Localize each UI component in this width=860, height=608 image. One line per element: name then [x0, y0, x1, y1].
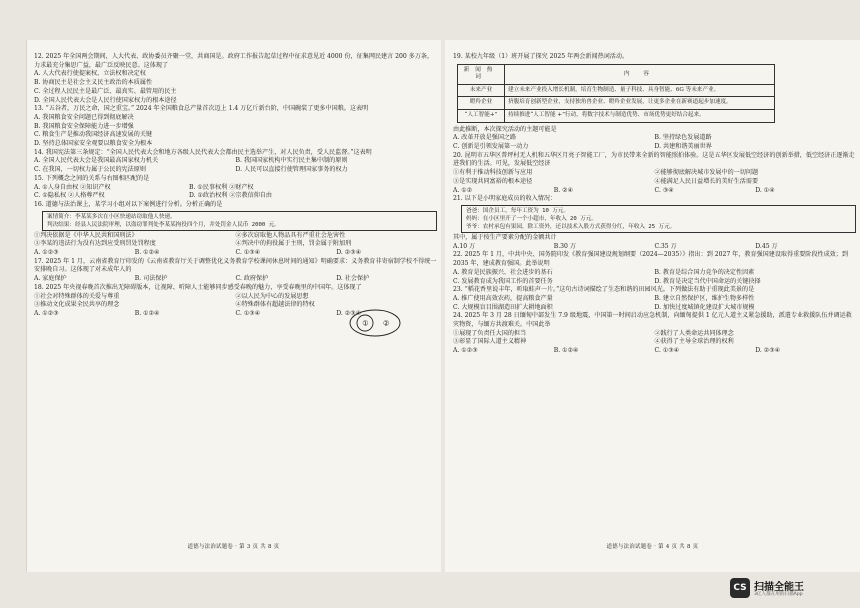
q20-option-a: A. ①②	[453, 186, 473, 194]
q15-option-d: D. ①政治权利 ②宗教信仰自由	[189, 192, 272, 200]
q20-option-c: C. ③④	[654, 186, 674, 194]
q19-options-ab	[453, 134, 856, 143]
q23-option-a: A. 推广使用高效农药，提高粮食产量	[453, 294, 553, 302]
q18-statement-1: ①社会对特殊群体的关爱与尊重	[34, 292, 120, 300]
q16-case-summary: 案情简介：李某某多次在小区快递站窃取他人快递。	[47, 213, 176, 220]
q19-option-d: D. 共建和谐美丽世界	[654, 143, 712, 151]
q20-statements-12	[453, 169, 856, 178]
q14-option-a: A. 全国人民代表大会是我国最高国家权力机关	[34, 157, 159, 165]
q19-header-term: 新闻热词	[458, 64, 505, 84]
q21-mother: 妈妈：在小区里开了一个小超市，年收入 20 万元。	[466, 216, 597, 222]
q20-statement-1: ①有利于推动科技创新与应用	[453, 169, 533, 177]
exam-page-4	[445, 40, 860, 572]
q16-statements-34	[34, 240, 437, 249]
q13-option-d: D. 坚持总体国家安全观要以粮食安全为根本	[34, 140, 153, 148]
q21-option-c: C.35 万	[654, 242, 677, 250]
q12-option-c: C. 全过程人民民主是最广泛、最真实、最管用的民主	[34, 87, 177, 95]
q20-statement-4: ④能满足人民日益增长的美好生活需要	[654, 177, 759, 185]
q19-news-table	[457, 64, 775, 123]
q18-option-c: C. ①③④	[235, 309, 261, 317]
right-column	[453, 53, 856, 356]
q14-options-cd	[34, 166, 437, 175]
q24-option-d: D. ②③④	[755, 347, 781, 355]
q20-stem: 20. 昆明市五华区普坪村无人机和五华区月亮子智能工厂，为市民带来全新的智能照拍体验。这是五华区发展低空经济的创新举措，低空经济正逐渐走进我们的生活。可见，发展低空经济	[453, 151, 855, 168]
q20-statements-34	[453, 178, 856, 187]
q17-option-b: B. 司法保护	[134, 275, 168, 283]
page-footer-3: 道德与法治试题卷 · 第 3 页 共 8 页	[187, 544, 280, 550]
q19-option-a: A. 改革开放是强国之路	[453, 134, 517, 142]
q19-content: 持续推进“人工智能 +”行动，将数字技术与制造优势、市场优势更好结合起来。	[505, 110, 775, 123]
q22-option-b: B. 教育是综合国力竞争的决定性因素	[654, 268, 755, 276]
q23-stem: 23. “稻花香里说丰年，听取蛙声一片。”这句古诗词描绘了生态和谐的田园风光。下列做法有助于重现此美景的是	[453, 286, 755, 294]
q16-option-b: B. ①②④	[134, 249, 160, 257]
q12-option-a: A. 人大代表行使提案权、立法权和决定权	[34, 70, 146, 78]
q23-option-d: D. 加快过度城镇化建设扩大城市规模	[654, 303, 755, 311]
q21-father: 爸爸：国企员工，每年工资为 10 万元。	[466, 208, 569, 214]
watermark-subtitle: 3亿人都在用的扫描App	[754, 592, 803, 597]
table-row	[458, 110, 775, 123]
q20-option-b: B. ②④	[553, 186, 574, 194]
q18-option-b: B. ①②④	[134, 309, 160, 317]
q19-table-header	[458, 64, 775, 84]
q24-stem: 24. 2025 年 3 月 28 日缅甸中部发生 7.9 级地震，中国第一时间启动应急机制，向缅甸提供 1 亿元人道主义紧急援助，派遣专业救援队伍并调运救灾物资，与缅方共渡难关。中国此举	[453, 312, 852, 329]
q15-option-c: C. ①隐私权 ②人格尊严权	[34, 192, 105, 200]
q19-option-c: C. 创新是引领发展第一动力	[453, 143, 529, 151]
watermark-title: 扫描全能王	[754, 582, 804, 593]
venn-label-1: ①	[362, 319, 369, 328]
q19-content: 建立未来产业投入增长机制，培育生物制造、量子科技、具身智能、6G 等未来产业。	[505, 84, 775, 97]
q15-option-a: A. ①人身自由权 ②知识产权	[34, 183, 111, 191]
q24-statement-4: ④获得了主导全球治理的权利	[654, 338, 734, 346]
q18-statement-4: ④特殊群体有超越法律的特权	[235, 301, 315, 309]
q17-stem: 17. 2025 年 1 月，云南省教育厅印发的《云南省教育厅关于调整优化义务教育学校课间休息时间的通知》明确要求：义务教育非寄宿制学校不得统一安排晚自习。这体现了对未成年人的	[34, 257, 437, 274]
q21-income-box	[461, 205, 856, 233]
scanner-watermark	[730, 578, 850, 600]
q16-case-verdict: 判决结果：经县人民法院审理，以盗窃罪判处李某某拘役四个月，并处罚金人民币 2000 元。	[47, 221, 280, 228]
q18-statements-12	[34, 293, 437, 302]
venn-label-2: ②	[383, 319, 390, 328]
q12-stem: 12. 2025 年全国两会期间，人大代表、政协委员齐聚一堂，共商国是。政府工作报告起草过程中征求意见近 4000 份，征集网民建言 200 多万条，力求最充分集思广益，最广泛反映民意。这体现了	[34, 53, 434, 69]
q14-options-ab	[34, 157, 437, 166]
q22-option-d: D. 教育是决定当代中国命运的关键抉择	[654, 277, 761, 285]
q15-options-cd	[34, 192, 344, 201]
q19-term: “人工智能+”	[458, 110, 505, 123]
q16-statement-2: ②多次窃取他人物品具有严重社会危害性	[235, 231, 346, 239]
page-footer-4: 道德与法治试题卷 · 第 4 页 共 8 页	[606, 544, 699, 550]
q12-option-b: B. 协商民主是社会主义民主政治的本质属性	[34, 79, 153, 87]
q21-prompt: 其中，属于按生产要素分配的金额共计	[453, 234, 557, 241]
q16-statement-3: ③李某的违法行为没有达到应受刑罚处罚程度	[34, 240, 156, 248]
q16-option-d: D. ②③④	[336, 249, 362, 257]
q16-case-box	[42, 211, 437, 231]
q19-content: 挤腹培育创新型企业，支持独角兽企业、瞪羚企业发展，让更多企业在新赛道起步加速度。	[505, 97, 775, 110]
q24-option-c: C. ①③④	[654, 347, 680, 355]
q24-option-b: B. ①②④	[553, 347, 579, 355]
q22-option-c: C. 发展教育成为我国工作的首要任务	[453, 277, 553, 285]
q19-term: 未来产业	[458, 84, 505, 97]
q22-stem: 22. 2025 年 1 月，中共中央、国务院印发《教育强国建设规划纲要（2024—2035）》指出：到 2027 年，教育强国建设取得重要阶段性成效；到 2035 年，建成教育强国。此举说明	[453, 251, 848, 268]
q17-option-a: A. 家庭保护	[34, 275, 67, 283]
q19-prompt: 由此推断，本次探究活动的主题可能是	[453, 125, 557, 133]
q18-option-d: D. ②③④	[336, 309, 362, 317]
q21-grandfather: 爷爷：农村承包有果园，除工资外，还以技术入股方式获得分红，年收入 25 万元。	[466, 224, 676, 230]
q22-options-cd	[453, 278, 856, 287]
q17-option-c: C. 政府保护	[235, 275, 269, 283]
q14-option-b: B. 我国国家机构中实行民主集中制的原则	[235, 157, 348, 165]
q20-statement-3: ③是实现共同富裕的根本途径	[453, 177, 533, 185]
q24-statement-1: ①展现了负责任大国的担当	[453, 329, 527, 337]
q16-options	[34, 249, 437, 258]
q16-statement-4: ④判决中的拘役属于主刑，罚金属于附加刑	[235, 240, 352, 248]
left-column	[34, 53, 437, 319]
q21-option-b: B.30 万	[553, 242, 576, 250]
q14-option-d: D. 人民可以直接行使管理国家事务的权力	[235, 166, 348, 174]
q19-header-content: 内 容	[505, 64, 775, 84]
exam-page-3	[26, 40, 441, 572]
q21-option-a: A.10 万	[453, 242, 476, 250]
q12-option-d: D. 全国人民代表大会是人民行使国家权力的根本途径	[34, 96, 177, 104]
q20-options	[453, 187, 856, 196]
venn-diagram	[348, 308, 402, 338]
q16-option-c: C. ①③④	[235, 249, 261, 257]
q18-statement-3: ③推动文化成果全民共享的理念	[34, 301, 120, 309]
q22-options-ab	[453, 269, 856, 278]
q18-stem: 18. 2025 年央视春晚首次推出无障碍版本，让视障、听障人士能够同步感受春晚的魅力，享受春晚里的中国年。这体现了	[34, 283, 362, 291]
q18-option-a: A. ①②③	[34, 309, 59, 317]
q23-options-ab	[453, 295, 856, 304]
q24-statement-3: ③彰显了国际人道主义精神	[453, 338, 527, 346]
q19-stem: 19. 某校九年级（1）班开展了探究 2025 年两会新闻热词活动。	[453, 53, 629, 60]
q23-option-c: C. 大规模盲目围湖造田扩大耕地面积	[453, 303, 553, 311]
q17-option-d: D. 社会保护	[336, 275, 370, 283]
q13-option-c: C. 粮食生产是推动我国经济高速发展的关键	[34, 131, 153, 139]
q16-statement-1: ①判决依据是《中华人民共和国刑法》	[34, 231, 138, 239]
q19-options-cd	[453, 143, 856, 152]
table-row	[458, 84, 775, 97]
q20-option-d: D. ①④	[755, 186, 775, 194]
q19-term: 瞪羚企业	[458, 97, 505, 110]
q17-options	[34, 275, 437, 284]
q24-statements-34	[453, 338, 856, 347]
q20-statement-2: ②能够彻底解决城市发展中的一切问题	[654, 169, 759, 177]
camscanner-logo-icon: CS	[730, 578, 750, 598]
q13-stem: 13. “五谷者，万民之命，国之重宝。” 2024 年全国粮食总产量首次迈上 1.4 万亿斤新台阶，中国碗装了更多中国粮。这表明	[34, 105, 369, 113]
q24-statement-2: ②践行了人类命运共同体理念	[654, 329, 734, 337]
q16-option-a: A. ①②③	[34, 249, 59, 257]
q24-options	[453, 347, 856, 356]
q21-option-d: D.45 万	[755, 242, 778, 250]
q14-option-c: C. 在我国，一切权力属于公民的宪法原则	[34, 166, 146, 174]
q13-option-a: A. 我国粮食安全问题已得到彻底解决	[34, 113, 134, 121]
q23-option-b: B. 建立自然保护区，维护生物多样性	[654, 294, 755, 302]
q15-option-b: B. ①民事权利 ②财产权	[189, 183, 254, 191]
q15-options-ab	[34, 184, 344, 193]
q14-stem: 14. 我国宪法第三条规定：“全国人民代表大会和地方各级人民代表大会都由民主选举产生，对人民负责，受人民监督。”这表明	[34, 148, 372, 156]
q13-option-b: B. 我国粮食安全保障能力进一步增强	[34, 122, 134, 130]
q15-stem: 15. 下列概念之间的关系与右图相匹配的是	[34, 174, 150, 182]
table-row	[458, 97, 775, 110]
q21-stem: 21. 以下是小明家庭成员的收入情况：	[453, 195, 557, 203]
q24-option-a: A. ①②③	[453, 347, 478, 355]
q18-statement-2: ②以人民为中心的发展思想	[235, 292, 309, 300]
q16-stem: 16. 道德与法治课上，某学习小组对以下案例进行分析。分析正确的是	[34, 200, 223, 208]
q22-option-a: A. 教育是民族振兴、社会进步的基石	[453, 268, 553, 276]
q19-option-b: B. 坚持绿色发展道路	[654, 134, 712, 142]
